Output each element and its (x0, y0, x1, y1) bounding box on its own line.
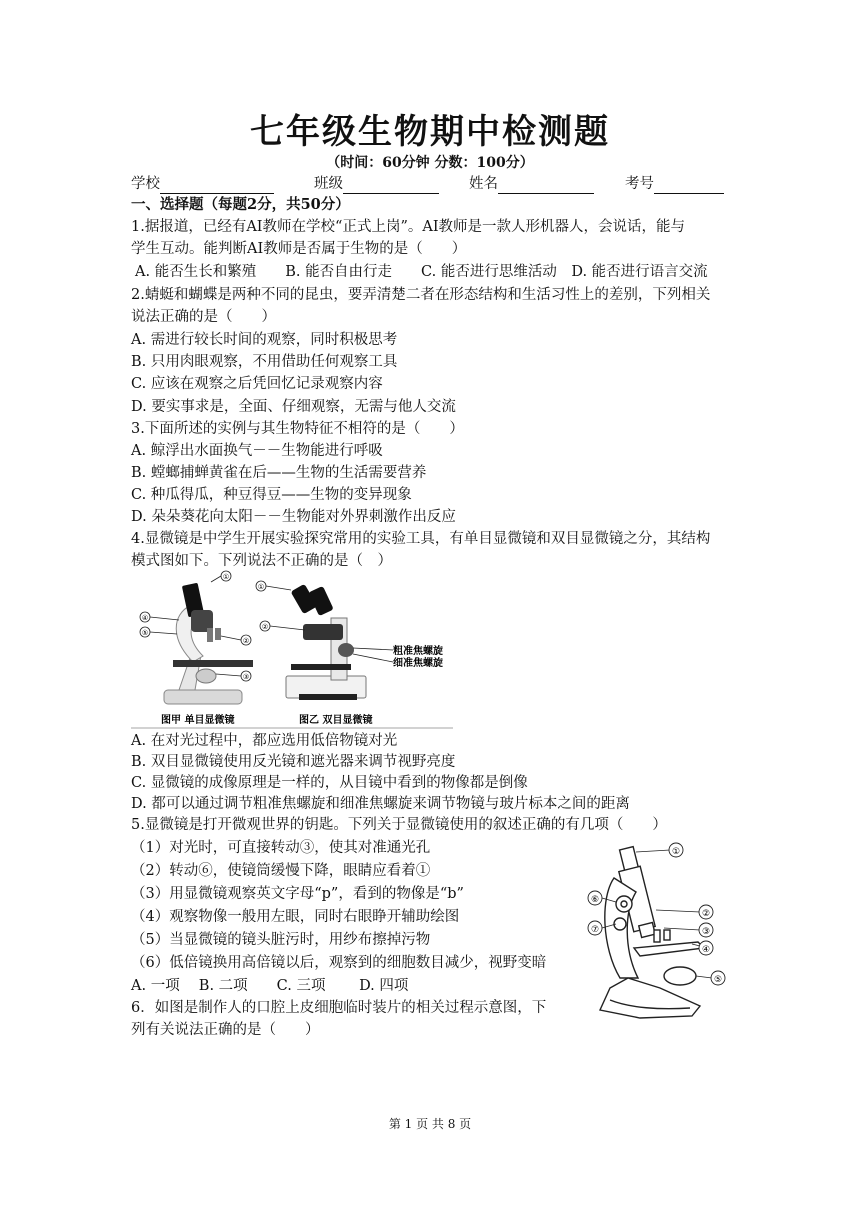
caption-monocular: 图甲 单目显微镜 (161, 715, 235, 726)
q5-options: A. 一项 B. 二项 C. 三项 D. 四项 (131, 978, 409, 994)
q3-option-c: C. 种瓜得瓜，种豆得豆——生物的变异现象 (131, 487, 412, 503)
q4-stem-2: 模式图如下。下列说法不正确的是（ ） (131, 553, 392, 569)
q6-stem-2: 列有关说法正确的是（ ） (131, 1022, 320, 1038)
name-field[interactable] (498, 177, 594, 194)
q2-stem-2: 说法正确的是（ ） (131, 309, 276, 325)
label-5a: ⑤ (141, 629, 149, 637)
q5-statement-1: （1）对光时，可直接转动③，使其对准通光孔 (131, 840, 431, 856)
q4-option-a: A. 在对光过程中，都应选用低倍物镜对光 (131, 733, 398, 749)
class-row (314, 174, 439, 194)
label-2b: ② (261, 623, 269, 631)
q4-stem-1: 4.显微镜是中学生开展实验探究常用的实验工具，有单目显微镜和双目显微镜之分，其结构 (131, 531, 711, 547)
diagram-label-5: ⑤ (713, 975, 723, 985)
q5-statement-4: （4）观察物像一般用左眼，同时右眼睁开辅助绘图 (131, 909, 460, 925)
diagram-label-7: ⑦ (590, 925, 600, 935)
q4-option-b: B. 双目显微镜使用反光镜和遮光器来调节视野亮度 (131, 754, 456, 770)
diagram-label-1: ① (671, 847, 681, 857)
monocular-microscope-image (140, 571, 253, 704)
page-title: 七年级生物期中检测题 (250, 112, 610, 152)
label-1b: ① (257, 583, 265, 591)
label-3a: ③ (242, 673, 250, 681)
coarse-focus-label: 粗准焦螺旋 (393, 646, 443, 657)
microscope-figure-pair (131, 570, 461, 730)
q3-option-d: D. 朵朵葵花向太阳－－生物能对外界刺激作出反应 (131, 509, 456, 525)
number-label: 考号 (625, 176, 654, 192)
q5-statement-3: （3）用显微镜观察英文字母“p”，看到的物像是“b” (131, 886, 464, 902)
page-footer: 第 1 页 共 8 页 (388, 1117, 472, 1131)
q1-stem-1: 1.据报道，已经有AI教师在学校“正式上岗”。AI教师是一款人形机器人，会说话，能与 (131, 219, 686, 235)
q5-stem: 5.显微镜是打开微观世界的钥匙。下列关于显微镜使用的叙述正确的有几项（ ） (131, 817, 667, 833)
microscope-diagram (580, 838, 735, 1028)
q4-option-d: D. 都可以通过调节粗准焦螺旋和细准焦螺旋来调节物镜与玻片标本之间的距离 (131, 796, 630, 812)
diagram-label-4: ④ (701, 945, 711, 955)
name-label: 姓名 (469, 176, 498, 192)
diagram-label-3: ③ (701, 927, 711, 937)
section-heading: 一、选择题（每题2分，共50分） (131, 196, 350, 213)
number-row (625, 174, 724, 194)
exam-subtitle: （时间：60分钟 分数：100分） (326, 155, 534, 171)
q3-option-b: B. 螳螂捕蝉黄雀在后——生物的生活需要营养 (131, 465, 427, 481)
number-field[interactable] (654, 177, 724, 194)
diagram-label-2: ② (701, 909, 711, 919)
caption-binocular: 图乙 双目显微镜 (299, 715, 373, 726)
q5-statement-5: （5）当显微镜的镜头脏污时，用纱布擦掉污物 (131, 932, 431, 948)
q1-options: A. 能否生长和繁殖 B. 能否自由行走 C. 能否进行思维活动 D. 能否进行语言交流 (135, 264, 708, 280)
class-field[interactable] (343, 177, 439, 194)
info-row (131, 174, 274, 194)
label-1a: ① (222, 573, 230, 581)
q2-option-c: C. 应该在观察之后凭回忆记录观察内容 (131, 376, 383, 392)
name-row (469, 174, 594, 194)
fine-focus-label: 细准焦螺旋 (393, 658, 443, 669)
q6-stem-1: 6．如图是制作人的口腔上皮细胞临时装片的相关过程示意图，下 (131, 1000, 547, 1016)
q5-statement-2: （2）转动⑥，使镜筒缓慢下降，眼睛应看着① (131, 863, 431, 879)
class-label: 班级 (314, 176, 343, 192)
label-2a: ② (242, 637, 250, 645)
diagram-label-6: ⑥ (590, 895, 600, 905)
q1-stem-2: 学生互动。能判断AI教师是否属于生物的是（ ） (131, 241, 467, 257)
q2-option-d: D. 要实事求是，全面、仔细观察，无需与他人交流 (131, 399, 456, 415)
school-field[interactable] (160, 177, 274, 194)
q3-stem: 3.下面所述的实例与其生物特征不相符的是（ ） (131, 421, 464, 437)
q2-option-a: A. 需进行较长时间的观察，同时积极思考 (131, 332, 398, 348)
q4-option-c: C. 显微镜的成像原理是一样的，从目镜中看到的物像都是倒像 (131, 775, 528, 791)
q3-option-a: A. 鲸浮出水面换气－－生物能进行呼吸 (131, 443, 383, 459)
q2-stem-1: 2.蜻蜓和蝴蝶是两种不同的昆虫，要弄清楚二者在形态结构和生活习性上的差别，下列相关 (131, 287, 711, 303)
school-label: 学校 (131, 176, 160, 192)
q5-statement-6: （6）低倍镜换用高倍镜以后，观察到的细胞数目减少，视野变暗 (131, 955, 547, 971)
q2-option-b: B. 只用肉眼观察，不用借助任何观察工具 (131, 354, 398, 370)
label-4a: ④ (141, 614, 149, 622)
binocular-microscope-image (256, 581, 443, 700)
